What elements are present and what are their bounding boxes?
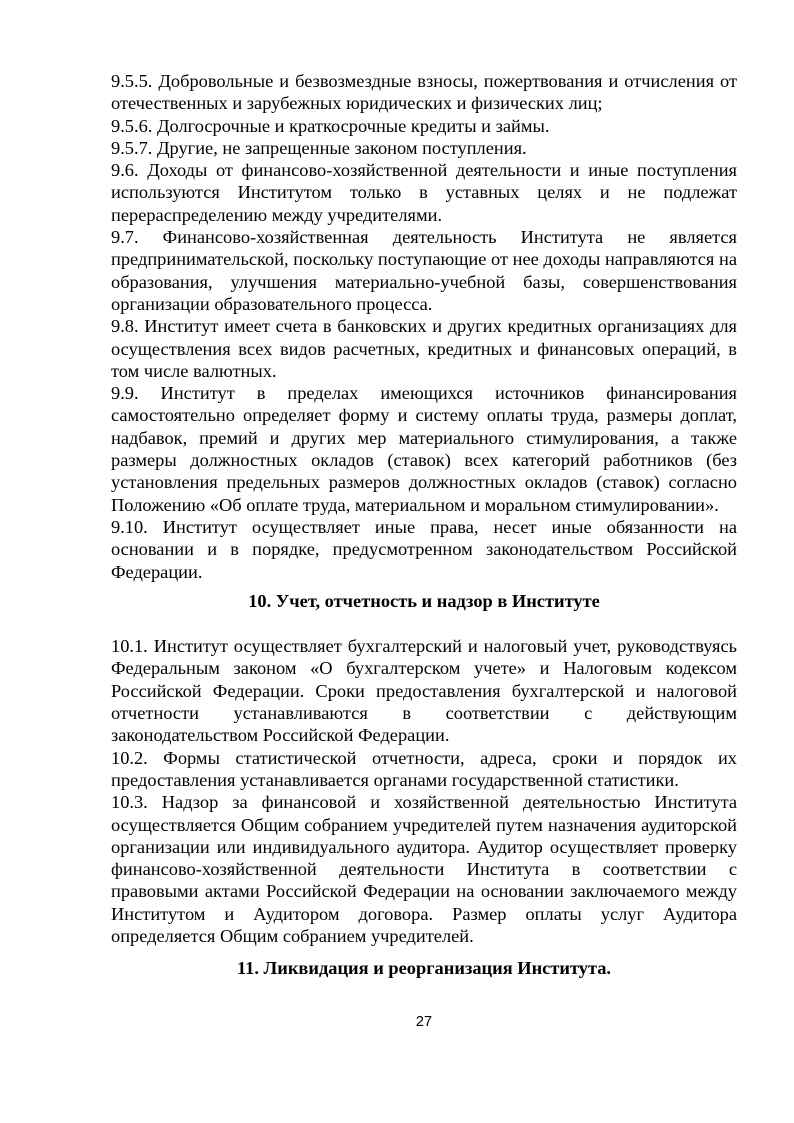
paragraph-9-7: 9.7. Финансово-хозяйственная деятельность Института не является предпринимательской, поскольку поступающие от нее доходы направляются на образования, улучшения материально-учебной базы, совершенствования организации образовательного процесса. <box>111 227 737 314</box>
paragraph-10-2: 10.2. Формы статистической отчетности, адреса, сроки и порядок их предоставления устанавливается органами государственной статистики. <box>111 747 737 790</box>
paragraph-9-10: 9.10. Институт осуществляет иные права, несет иные обязанности на основании и в порядке, предусмотренном законодательством Российской Федерации. <box>111 516 737 582</box>
paragraph-10-3: 10.3. Надзор за финансовой и хозяйственной деятельностью Института осуществляется Общим собранием учредителей путем назначения аудиторской организации или индивидуального аудитора. Аудитор осуществляет проверку финансово-хозяйственной деятельности Института в соответствии с правовыми актами Российской Федерации на основании заключаемого между Институтом и Аудитором договора. Размер оплаты услуг Аудитора определяется Общим собранием учредителей. <box>111 792 737 946</box>
page-footer <box>111 1014 737 1030</box>
section-11-heading: 11. Ликвидация и реорганизация Института. <box>236 958 612 979</box>
page-number: 27 <box>415 1014 433 1030</box>
page-content <box>111 70 737 980</box>
paragraph-9-5-6: 9.5.6. Долгосрочные и краткосрочные кредиты и займы. <box>111 115 550 136</box>
paragraph-9-8: 9.8. Институт имеет счета в банковских и других кредитных организациях для осуществления всех видов расчетных, кредитных и финансовых операций, в том числе валютных. <box>111 316 737 381</box>
section-10-heading: 10. Учет, отчетность и надзор в Институте <box>248 590 600 611</box>
paragraph-9-9: 9.9. Институт в пределах имеющихся источников финансирования самостоятельно определяет форму и систему оплаты труда, размеры доплат, надбавок, премий и других мер материального стимулирования, а также размеры должностных окладов (ставок) всех категорий работников (без установления предельных размеров должностных окладов (ставок) согласно Положению «Об оплате труда, материальном и моральном стимулировании». <box>111 383 737 515</box>
paragraph-9-5-7: 9.5.7. Другие, не запрещенные законом поступления. <box>111 137 527 158</box>
paragraph-9-6: 9.6. Доходы от финансово-хозяйственной деятельности и иные поступления используются Институтом только в уставных целях и не подлежат перераспределению между учредителями. <box>111 160 737 225</box>
paragraph-9-5-5: 9.5.5. Добровольные и безвозмездные взносы, пожертвования и отчисления от отечественных и зарубежных юридических и физических лиц; <box>111 71 737 114</box>
paragraph-10-1: 10.1. Институт осуществляет бухгалтерский и налоговый учет, руководствуясь Федеральным законом «О бухгалтерском учете» и Налоговым кодексом Российской Федерации. Сроки предоставления бухгалтерской и налоговой отчетности устанавливаются в соответствии с действующим законодательством Российской Федерации. <box>111 636 737 746</box>
